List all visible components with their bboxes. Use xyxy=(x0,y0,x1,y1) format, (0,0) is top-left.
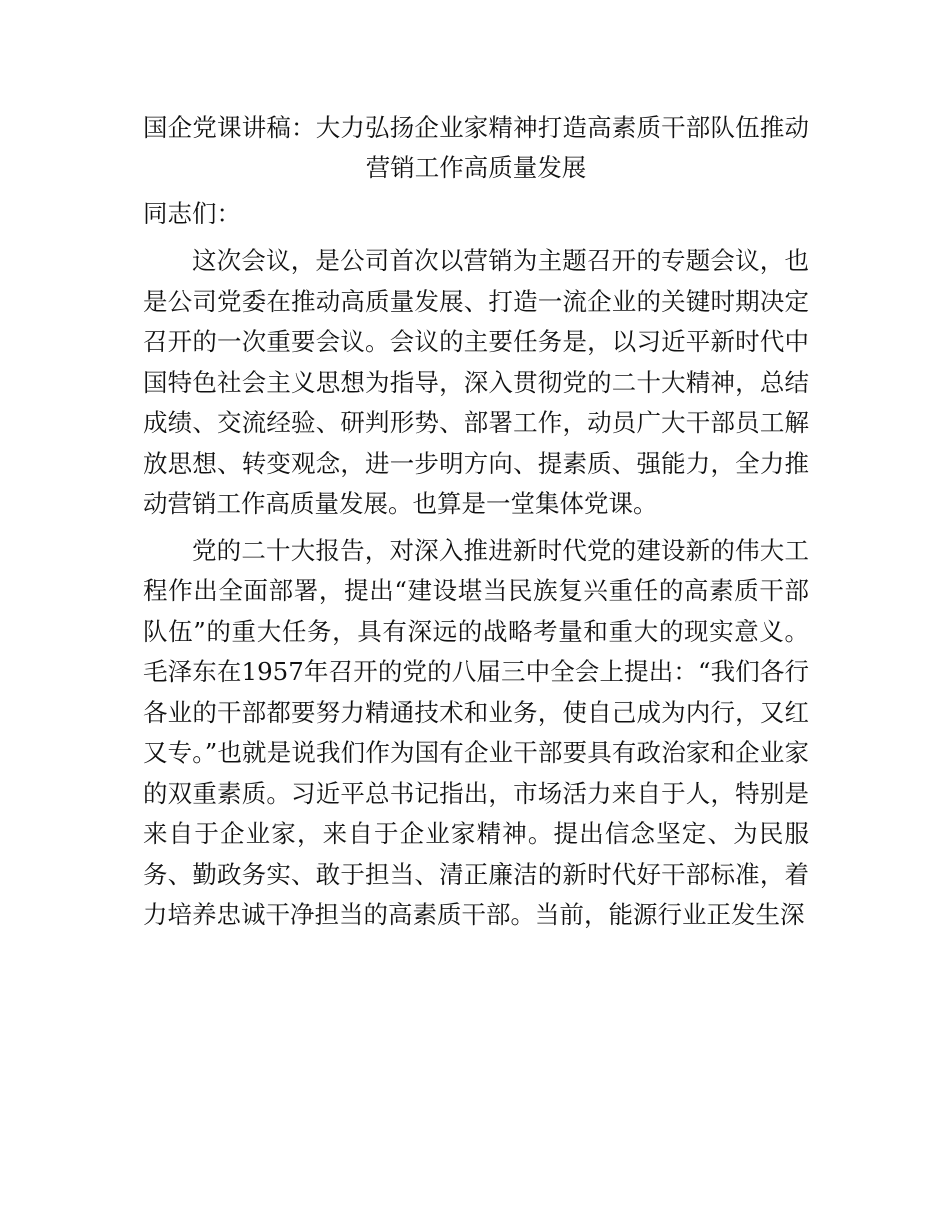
paragraph-2: 党的二十大报告，对深入推进新时代党的建设新的伟大工程作出全面部署，提出“建设堪当民族复兴重任的高素质干部队伍”的重大任务，具有深远的战略考量和重大的现实意义。毛泽东在1957年召开的党的八届三中全会上提出：“我们各行各业的干部都要努力精通技术和业务，使自己成为内行，又红又专。”也就是说我们作为国有企业干部要具有政治家和企业家的双重素质。习近平总书记指出，市场活力来自于人，特别是来自于企业家，来自于企业家精神。提出信念坚定、为民服务、勤政务实、敢于担当、清正廉洁的新时代好干部标准，着力培养忠诚干净担当的高素质干部。当前，能源行业正发生深 xyxy=(143,535,809,929)
document-page xyxy=(143,108,809,936)
document-title: 国企党课讲稿：大力弘扬企业家精神打造高素质干部队伍推动营销工作高质量发展 xyxy=(143,113,809,182)
paragraph-1: 这次会议，是公司首次以营销为主题召开的专题会议，也是公司党委在推动高质量发展、打造一流企业的关键时期决定召开的一次重要会议。会议的主要任务是，以习近平新时代中国特色社会主义思想为指导，深入贯彻党的二十大精神，总结成绩、交流经验、研判形势、部署工作，动员广大干部员工解放思想、转变观念，进一步明方向、提素质、强能力，全力推动营销工作高质量发展。也算是一堂集体党课。 xyxy=(143,246,809,518)
greeting: 同志们： xyxy=(143,199,241,228)
